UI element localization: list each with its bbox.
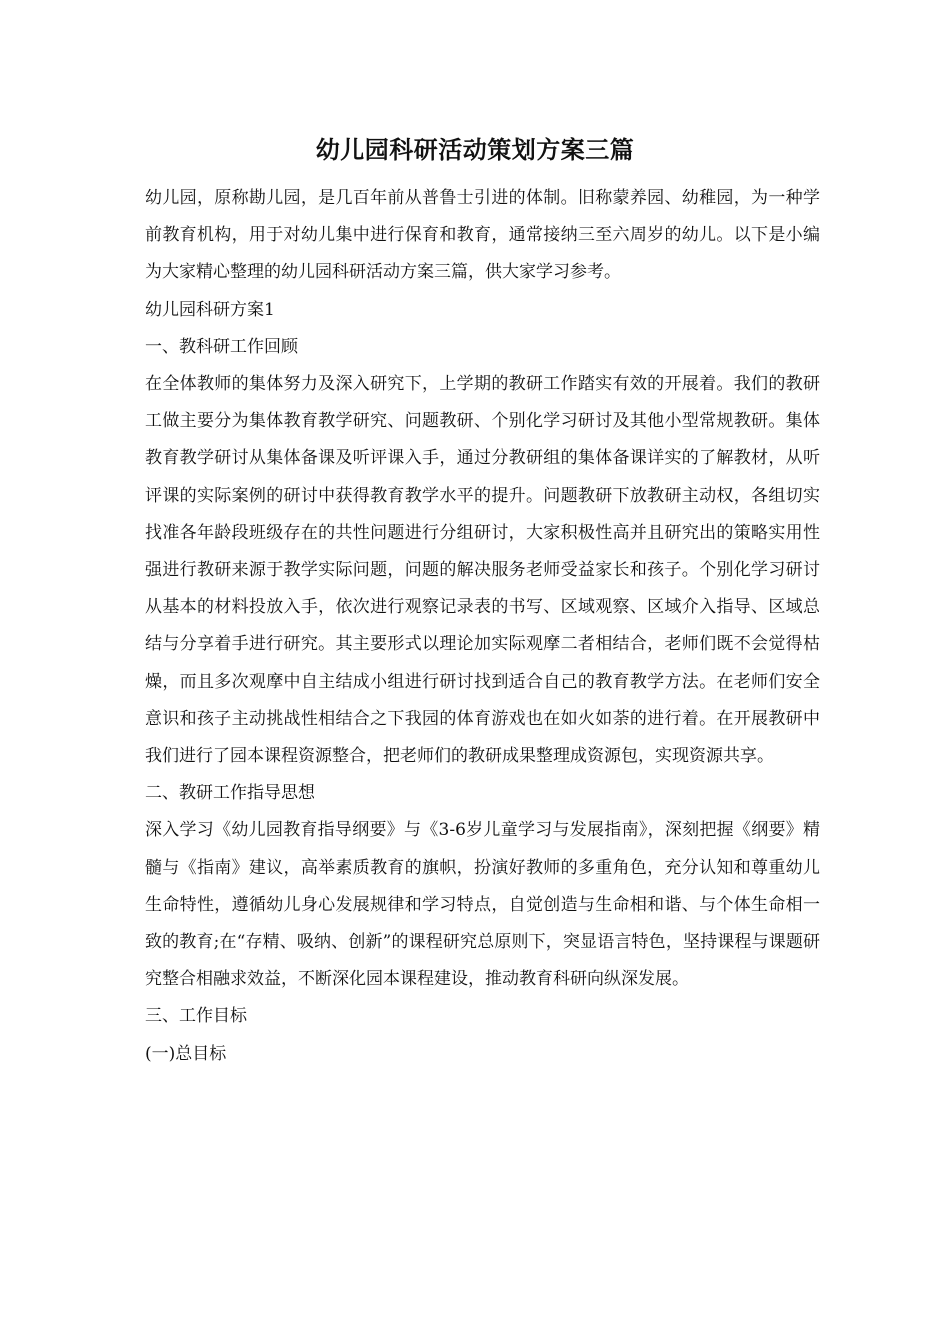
document-title: 幼儿园科研活动策划方案三篇 xyxy=(315,135,635,164)
section-heading-guiding-ideology: 二、教研工作指导思想 xyxy=(145,783,315,804)
review-paragraph: 在全体教师的集体努力及深入研究下，上学期的教研工作踏实有效的开展着。我们的教研工做主要分为集体教育教学研究、问题教研、个别化学习研讨及其他小型常规教研。集体教育教学研讨从集体备课及听评课入手，通过分教研组的集体备课详实的了解教材，从听评课的实际案例的研讨中获得教育教学水平的提升。问题教研下放教研主动权，各组切实找准各年龄段班级存在的共性问题进行分组研讨，大家积极性高并且研究出的策略实用性强进行教研来源于教学实际问题，问题的解决服务老师受益家长和孩子。个别化学习研讨从基本的材料投放入手，依次进行观察记录表的书写、区域观察、区域介入指导、区域总结与分享着手进行研究。其主要形式以理论加实际观摩二者相结合，老师们既不会觉得枯燥，而且多次观摩中自主结成小组进行研讨找到适合自己的教育教学方法。在老师们安全意识和孩子主动挑战性相结合之下我园的体育游戏也在如火如荼的进行着。在开展教研中我们进行了园本课程资源整合，把老师们的教研成果整理成资源包，实现资源共享。 xyxy=(145,374,820,767)
section-heading-review: 一、教科研工作回顾 xyxy=(145,336,298,357)
section-heading-work-goals: 三、工作目标 xyxy=(145,1006,247,1027)
guiding-ideology-paragraph: 深入学习《幼儿园教育指导纲要》与《3-6岁儿童学习与发展指南》，深刻把握《纲要》精髓与《指南》建议，高举素质教育的旗帜，扮演好教师的多重角色，充分认知和尊重幼儿生命特性，遵循幼儿身心发展规律和学习特点，自觉创造与生命相和谐、与个体生命相一致的教育;在“存精、吸纳、创新”的课程研究总原则下，突显语言特色，坚持课程与课题研究整合相融求效益，不断深化园本课程建设，推动教育科研向纵深发展。 xyxy=(145,820,820,990)
intro-paragraph: 幼儿园，原称勘儿园，是几百年前从普鲁士引进的体制。旧称蒙养园、幼稚园，为一种学前教育机构，用于对幼儿集中进行保育和教育，通常接纳三至六周岁的幼儿。以下是小编为大家精心整理的幼儿园科研活动方案三篇，供大家学习参考。 xyxy=(145,188,820,283)
document-body xyxy=(145,180,820,1073)
section-heading-plan-1: 幼儿园科研方案1 xyxy=(145,299,275,320)
subheading-overall-goal: (一)总目标 xyxy=(145,1043,227,1064)
